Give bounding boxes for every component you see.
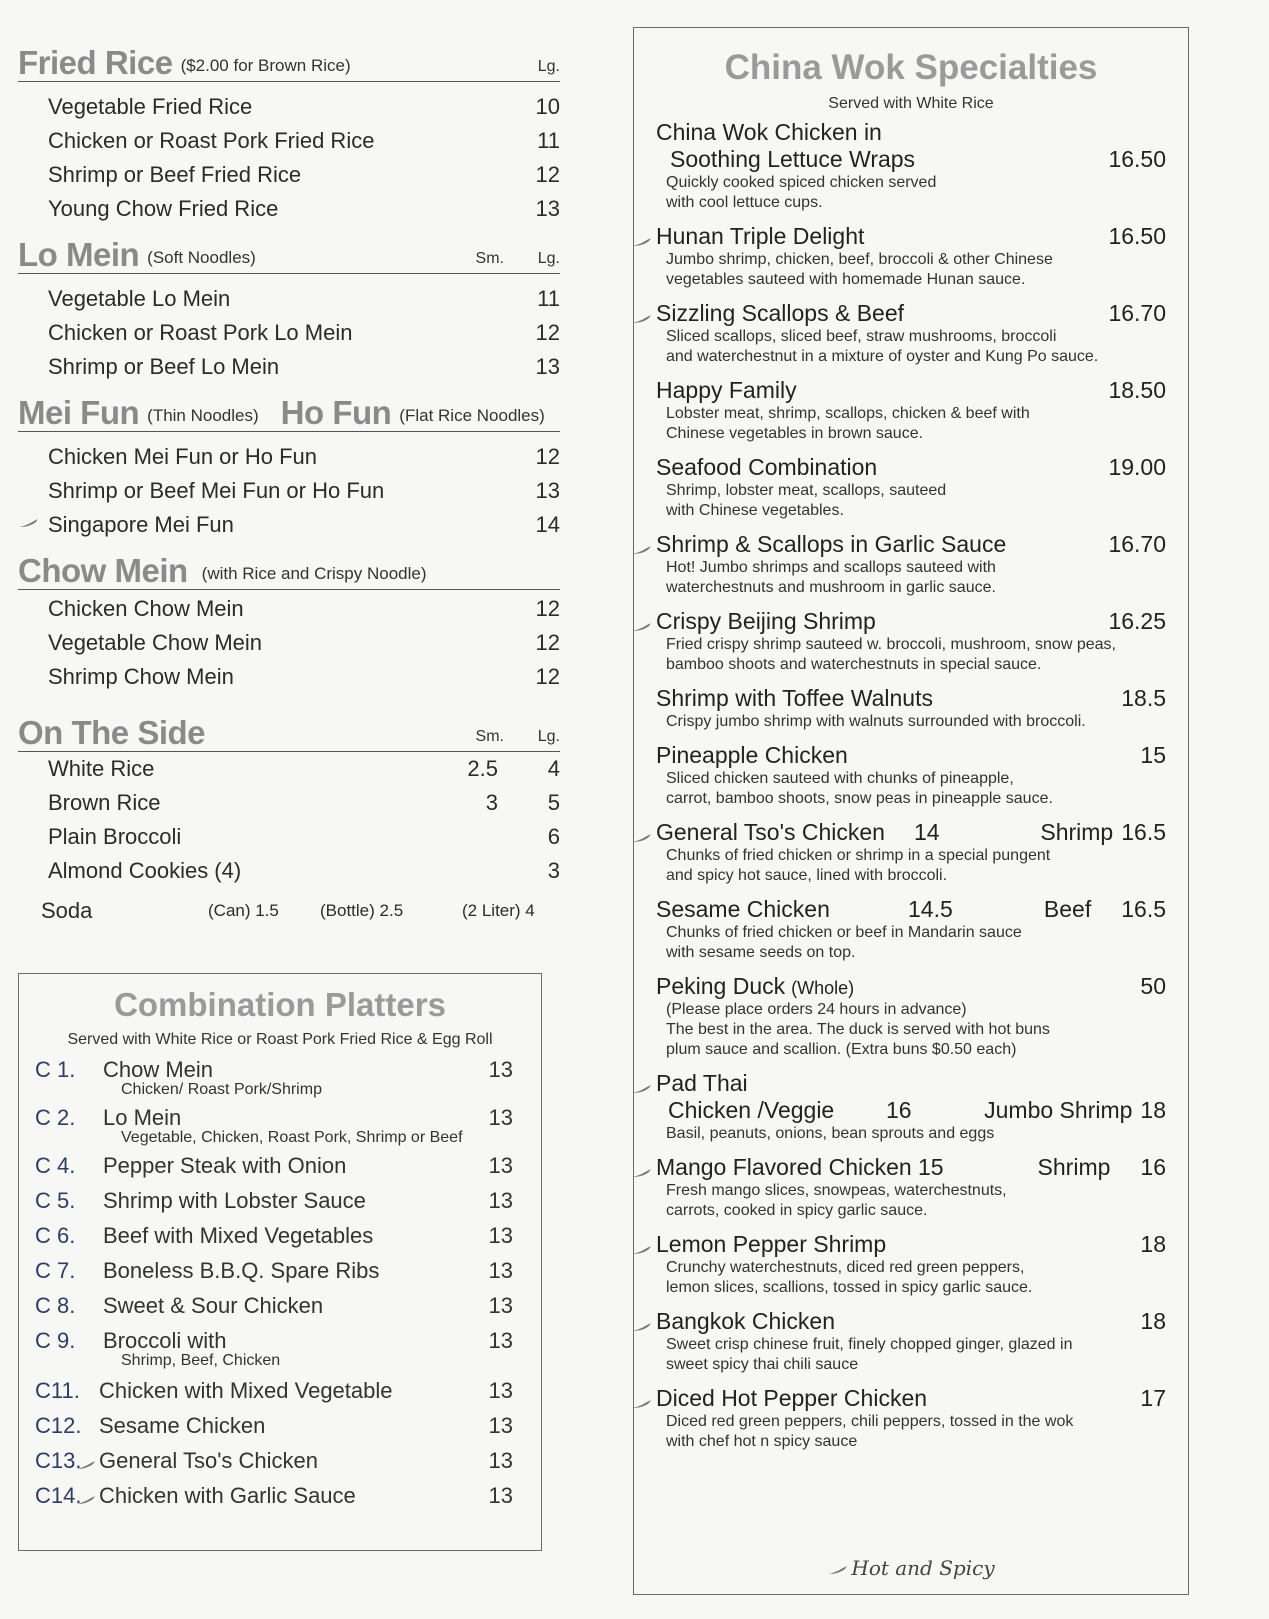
- item-price: 50: [1140, 973, 1166, 999]
- item-price: 13: [535, 354, 560, 379]
- item-name: General Tso's Chicken: [656, 819, 885, 845]
- item-desc-line2: The best in the area. The duck is served with hot buns: [666, 1021, 1050, 1038]
- item-name: Vegetable Chow Mein: [48, 630, 263, 655]
- item-price: 16.70: [1108, 300, 1166, 326]
- combo-price: 13: [488, 1378, 513, 1403]
- combo-name: Sesame Chicken: [99, 1413, 266, 1438]
- pepper-icon: [631, 1245, 653, 1255]
- mei-fun-section: [18, 390, 560, 548]
- specialty-item: [656, 1231, 1166, 1298]
- combo-desc: Chicken/ Roast Pork/Shrimp: [121, 1081, 322, 1098]
- hot-spicy-legend: [634, 1556, 1188, 1580]
- item-price: 13: [535, 196, 560, 221]
- item-name: Chicken or Roast Pork Lo Mein: [48, 320, 353, 345]
- item-price-sm: 3: [485, 790, 498, 815]
- section-subtitle: ($2.00 for Brown Rice): [180, 56, 351, 75]
- item-desc: Chunks of fried chicken or beef in Mandarin sauce: [666, 924, 1022, 941]
- combo-code: C14.: [35, 1483, 82, 1508]
- item-price: 18: [1140, 1308, 1166, 1334]
- fried-rice-section: [18, 40, 560, 232]
- item-price: 15: [1140, 742, 1166, 768]
- combo-item: [33, 1293, 513, 1328]
- item-desc: Quickly cooked spiced chicken served: [666, 174, 937, 191]
- option-label: Beef: [1043, 896, 1092, 922]
- item-price-sm: 2.5: [467, 756, 498, 781]
- item-price: 18.5: [1121, 685, 1166, 711]
- item-desc: Fresh mango slices, snowpeas, waterchestnuts,: [666, 1182, 1007, 1199]
- soda-can-price: (Can) 1.5: [208, 901, 279, 920]
- soda-label: Soda: [41, 898, 93, 923]
- size-lg-label: Lg.: [537, 728, 560, 745]
- item-desc: Fried crispy shrimp sauteed w. broccoli, mushroom, snow peas,: [666, 636, 1116, 653]
- item-name-note: (Whole): [791, 978, 855, 998]
- item-price: 5: [547, 790, 560, 815]
- item-price: 12: [535, 162, 560, 187]
- item-desc-line2: bamboo shoots and waterchestnuts in special sauce.: [666, 656, 1042, 673]
- combo-price: 13: [488, 1483, 513, 1508]
- specialty-item: [656, 454, 1166, 521]
- menu-item: [48, 626, 560, 660]
- combo-name: Chicken with Garlic Sauce: [99, 1483, 356, 1508]
- item-desc: Sweet crisp chinese fruit, finely chopped ginger, glazed in: [666, 1336, 1073, 1353]
- item-name: Mango Flavored Chicken: [656, 1154, 912, 1180]
- combo-desc: Vegetable, Chicken, Roast Pork, Shrimp or Beef: [121, 1129, 463, 1146]
- combo-code: C 8.: [35, 1293, 76, 1318]
- combo-item: [33, 1328, 513, 1354]
- item-desc-line2: with sesame seeds on top.: [666, 944, 856, 961]
- item-price: 16.70: [1108, 531, 1166, 557]
- combo-code: C 9.: [35, 1328, 76, 1353]
- specialty-item: [656, 119, 1166, 213]
- item-name: Pineapple Chicken: [656, 742, 848, 768]
- combo-code: C 4.: [35, 1153, 76, 1178]
- section-subtitle: (with Rice and Crispy Noodle): [201, 564, 427, 583]
- lo-mein-section: [18, 232, 560, 390]
- item-name: Lemon Pepper Shrimp: [656, 1231, 887, 1257]
- section-title: Mei Fun: [18, 394, 140, 431]
- item-price: 14: [914, 819, 940, 845]
- option-label: Shrimp: [1037, 1154, 1111, 1180]
- combo-name: Broccoli with: [103, 1328, 227, 1353]
- combo-code: C 5.: [35, 1188, 76, 1213]
- option-label: Shrimp: [1040, 819, 1114, 845]
- section-title: Chow Mein: [18, 552, 188, 589]
- combo-name: Boneless B.B.Q. Spare Ribs: [103, 1258, 380, 1283]
- pepper-icon: [631, 1168, 653, 1178]
- item-price: 16.25: [1108, 608, 1166, 634]
- item-desc: Sliced chicken sauteed with chunks of pineapple,: [666, 770, 1014, 787]
- specialty-item: [656, 1385, 1166, 1452]
- section-title: Fried Rice: [18, 44, 173, 81]
- menu-item: [48, 316, 560, 350]
- item-desc: Crunchy waterchestnuts, diced red green peppers,: [666, 1259, 1025, 1276]
- item-price: 12: [535, 630, 560, 655]
- specialty-item: [656, 608, 1166, 675]
- option-price: 18: [1140, 1097, 1166, 1123]
- specialty-item: [656, 819, 1166, 886]
- pepper-icon: [631, 237, 653, 247]
- item-desc-line2: with chef hot n spicy sauce: [666, 1433, 858, 1450]
- legend-text: Hot and Spicy: [851, 1556, 995, 1580]
- item-name: Singapore Mei Fun: [48, 512, 234, 537]
- combo-price: 13: [488, 1413, 513, 1438]
- specialties-title: China Wok Specialties: [724, 48, 1098, 87]
- combo-price: 13: [488, 1057, 513, 1082]
- option-price: 16: [1140, 1154, 1166, 1180]
- option-label: Jumbo Shrimp: [984, 1097, 1133, 1123]
- item-desc-line3: plum sauce and scallion. (Extra buns $0.50 each): [666, 1041, 1017, 1058]
- combo-name: Lo Mein: [103, 1105, 182, 1130]
- pepper-icon: [631, 622, 653, 632]
- item-desc: Diced red green peppers, chili peppers, tossed in the wok: [666, 1413, 1074, 1430]
- item-desc: Hot! Jumbo shrimps and scallops sauteed with: [666, 559, 996, 576]
- item-name: Vegetable Fried Rice: [48, 94, 253, 119]
- item-name: Seafood Combination: [656, 454, 878, 480]
- section-subtitle-2: (Flat Rice Noodles): [399, 406, 545, 425]
- combo-price: 13: [488, 1105, 513, 1130]
- combo-name: Chow Mein: [103, 1057, 214, 1082]
- menu-item: [48, 474, 560, 508]
- pepper-icon: [631, 314, 653, 324]
- menu-item: [48, 508, 560, 542]
- specialty-item: [656, 1154, 1166, 1221]
- item-name: Shrimp Chow Mein: [48, 664, 234, 689]
- item-desc-line2: with Chinese vegetables.: [666, 502, 844, 519]
- combo-name: Shrimp with Lobster Sauce: [103, 1188, 366, 1213]
- item-name: Bangkok Chicken: [656, 1308, 835, 1334]
- item-price: 12: [535, 596, 560, 621]
- item-price: 19.00: [1108, 454, 1166, 480]
- item-name: White Rice: [48, 756, 155, 781]
- specialty-item: [656, 896, 1166, 963]
- menu-item: [48, 592, 560, 626]
- combo-item: [33, 1105, 513, 1131]
- item-desc-line2: lemon slices, scallions, tossed in spicy garlic sauce.: [666, 1279, 1033, 1296]
- item-name: Crispy Beijing Shrimp: [656, 608, 876, 634]
- combo-code: C11.: [35, 1378, 80, 1403]
- item-price: 6: [547, 824, 560, 849]
- combo-item: [33, 1483, 513, 1518]
- item-desc: Sliced scallops, sliced beef, straw mushrooms, broccoli: [666, 328, 1057, 345]
- item-price: 12: [535, 664, 560, 689]
- combo-name: Chicken with Mixed Vegetable: [99, 1378, 393, 1403]
- item-name: Shrimp or Beef Lo Mein: [48, 354, 280, 379]
- item-price: 11: [537, 128, 560, 153]
- item-price: 10: [535, 94, 560, 119]
- pepper-icon: [75, 1460, 97, 1470]
- combo-name: General Tso's Chicken: [99, 1448, 319, 1473]
- combo-price: 13: [488, 1293, 513, 1318]
- item-price: 4: [547, 756, 560, 781]
- menu-item: [48, 90, 560, 124]
- specialty-item: [656, 377, 1166, 444]
- item-price: 18.50: [1108, 377, 1166, 403]
- combo-code: C13.: [35, 1448, 82, 1473]
- item-desc: Shrimp, lobster meat, scallops, sauteed: [666, 482, 947, 499]
- specialty-item: [656, 223, 1166, 290]
- combo-item: [33, 1378, 513, 1413]
- specialty-item: [656, 531, 1166, 598]
- combo-desc: Shrimp, Beef, Chicken: [121, 1352, 281, 1369]
- item-desc-line2: carrot, bamboo shoots, snow peas in pineapple sauce.: [666, 790, 1053, 807]
- specialties-list: [634, 113, 1188, 1452]
- item-name: Almond Cookies (4): [48, 858, 242, 883]
- lo-mein-header: [18, 232, 560, 274]
- combo-served-note: Served with White Rice or Roast Pork Fried Rice & Egg Roll: [67, 1031, 493, 1048]
- item-name: Chicken or Roast Pork Fried Rice: [48, 128, 375, 153]
- pepper-icon: [631, 545, 653, 555]
- item-name: Diced Hot Pepper Chicken: [656, 1385, 928, 1411]
- item-price: 16.50: [1108, 223, 1166, 249]
- size-lg-label: Lg.: [537, 58, 560, 75]
- menu-item: [48, 158, 560, 192]
- item-desc-line2: and waterchestnut in a mixture of oyster and Kung Po sauce.: [666, 348, 1099, 365]
- size-lg-label: Lg.: [537, 250, 560, 267]
- fried-rice-header: [18, 40, 560, 82]
- item-desc: Lobster meat, shrimp, scallops, chicken & beef with: [666, 405, 1030, 422]
- item-desc: Jumbo shrimp, chicken, beef, broccoli & other Chinese: [666, 251, 1053, 268]
- item-name: China Wok Chicken in: [656, 119, 882, 145]
- combo-code: C12.: [35, 1413, 82, 1438]
- option-price: 16.5: [1121, 819, 1166, 845]
- combo-item: [33, 1153, 513, 1188]
- mei-fun-header: [18, 390, 560, 432]
- specialty-item: [656, 300, 1166, 367]
- item-name: Shrimp with Toffee Walnuts: [656, 685, 933, 711]
- item-price: 3: [547, 858, 560, 883]
- menu-item: [48, 350, 560, 384]
- combo-name: Sweet & Sour Chicken: [103, 1293, 324, 1318]
- combo-code: C 7.: [35, 1258, 76, 1283]
- section-subtitle: (Soft Noodles): [147, 248, 256, 267]
- specialty-item: [656, 1308, 1166, 1375]
- item-desc-line2: carrots, cooked in spicy garlic sauce.: [666, 1202, 928, 1219]
- item-name: Brown Rice: [48, 790, 161, 815]
- item-price: 16: [886, 1097, 912, 1123]
- combo-code: C 2.: [35, 1105, 76, 1130]
- size-sm-label: Sm.: [475, 250, 504, 267]
- item-name: Shrimp or Beef Mei Fun or Ho Fun: [48, 478, 385, 503]
- specialties-box: [633, 27, 1189, 1595]
- item-name: Shrimp & Scallops in Garlic Sauce: [656, 531, 1007, 557]
- item-price: 13: [535, 478, 560, 503]
- item-name-line2: Soothing Lettuce Wraps: [670, 146, 916, 172]
- combo-name: Beef with Mixed Vegetables: [103, 1223, 374, 1248]
- specialty-item: [656, 685, 1166, 732]
- on-the-side-header: [18, 710, 560, 752]
- item-price: 18: [1140, 1231, 1166, 1257]
- item-desc: Basil, peanuts, onions, bean sprouts and eggs: [666, 1125, 995, 1142]
- item-name: Chicken Mei Fun or Ho Fun: [48, 444, 317, 469]
- menu-item: [48, 282, 560, 316]
- combo-price: 13: [488, 1448, 513, 1473]
- item-price: 15: [918, 1154, 944, 1180]
- section-title: Lo Mein: [18, 236, 140, 273]
- pepper-icon: [18, 518, 40, 528]
- pepper-icon: [827, 1565, 849, 1575]
- menu-item: [48, 820, 560, 854]
- pepper-icon: [631, 1084, 653, 1094]
- item-desc: Chunks of fried chicken or shrimp in a special pungent: [666, 847, 1051, 864]
- item-desc-line2: sweet spicy thai chili sauce: [666, 1356, 859, 1373]
- menu-item: [48, 752, 560, 786]
- item-name: Happy Family: [656, 377, 797, 403]
- item-desc: Crispy jumbo shrimp with walnuts surrounded with broccoli.: [666, 713, 1086, 730]
- item-price: 12: [535, 320, 560, 345]
- combo-item: [33, 1057, 513, 1083]
- combo-price: 13: [488, 1328, 513, 1353]
- menu-item: [48, 440, 560, 474]
- item-name: Shrimp or Beef Fried Rice: [48, 162, 302, 187]
- item-desc-line2: vegetables sauteed with homemade Hunan sauce.: [666, 271, 1026, 288]
- specialty-item: [656, 742, 1166, 809]
- pepper-icon: [631, 833, 653, 843]
- combo-code: C 6.: [35, 1223, 76, 1248]
- item-desc-line2: and spicy hot sauce, lined with broccoli.: [666, 867, 948, 884]
- item-sub-name: Chicken /Veggie: [668, 1097, 835, 1123]
- item-price: 11: [537, 286, 560, 311]
- item-name: Vegetable Lo Mein: [48, 286, 231, 311]
- menu-item: [48, 786, 560, 820]
- chow-mein-header: [18, 548, 560, 590]
- section-title-2: Ho Fun: [280, 394, 392, 431]
- pepper-icon: [631, 1322, 653, 1332]
- specialty-item: [656, 973, 1166, 1060]
- option-price: 16.5: [1121, 896, 1166, 922]
- specialties-served-note: Served with White Rice: [828, 95, 994, 112]
- section-subtitle: (Thin Noodles): [147, 406, 259, 425]
- item-price: 14: [535, 512, 560, 537]
- item-name: Pad Thai: [656, 1070, 748, 1096]
- menu-item: [48, 192, 560, 226]
- specialty-item: [656, 1070, 1166, 1144]
- item-name: Hunan Triple Delight: [656, 223, 865, 249]
- combo-item: [33, 1258, 513, 1293]
- combo-list: [19, 1049, 541, 1518]
- combo-code: C 1.: [35, 1057, 76, 1082]
- combo-price: 13: [488, 1153, 513, 1178]
- item-price: 16.50: [1108, 146, 1166, 172]
- item-name: Plain Broccoli: [48, 824, 182, 849]
- item-desc: (Please place orders 24 hours in advance): [666, 1001, 967, 1018]
- item-price: 12: [535, 444, 560, 469]
- section-title: On The Side: [18, 714, 206, 751]
- chow-mein-section: [18, 548, 560, 700]
- item-desc-line2: Chinese vegetables in brown sauce.: [666, 425, 924, 442]
- item-name: Peking Duck: [656, 973, 786, 999]
- combo-item: [33, 1448, 513, 1483]
- combo-price: 13: [488, 1223, 513, 1248]
- combo-title: Combination Platters: [114, 986, 446, 1023]
- combo-item: [33, 1223, 513, 1258]
- item-name: Sizzling Scallops & Beef: [656, 300, 905, 326]
- soda-bottle-price: (Bottle) 2.5: [320, 901, 404, 920]
- item-name: Young Chow Fried Rice: [48, 196, 279, 221]
- combination-platters-box: [18, 973, 542, 1551]
- item-price: 17: [1140, 1385, 1166, 1411]
- menu-item: [48, 124, 560, 158]
- size-sm-label: Sm.: [475, 728, 504, 745]
- item-name: Sesame Chicken: [656, 896, 830, 922]
- item-desc-line2: with cool lettuce cups.: [666, 194, 823, 211]
- on-the-side-section: [18, 710, 560, 928]
- menu-item: [48, 854, 560, 888]
- combo-name: Pepper Steak with Onion: [103, 1153, 347, 1178]
- combo-item: [33, 1188, 513, 1223]
- pepper-icon: [75, 1495, 97, 1505]
- combo-item: [33, 1413, 513, 1448]
- item-desc-line2: waterchestnuts and mushroom in garlic sauce.: [666, 579, 996, 596]
- item-price: 14.5: [908, 896, 953, 922]
- soda-liter-price: (2 Liter) 4: [462, 901, 535, 920]
- left-column: [18, 40, 560, 928]
- menu-item: [48, 660, 560, 694]
- combo-price: 13: [488, 1258, 513, 1283]
- item-name: Chicken Chow Mein: [48, 596, 244, 621]
- soda-row: [18, 894, 560, 928]
- pepper-icon: [631, 1399, 653, 1409]
- combo-price: 13: [488, 1188, 513, 1213]
